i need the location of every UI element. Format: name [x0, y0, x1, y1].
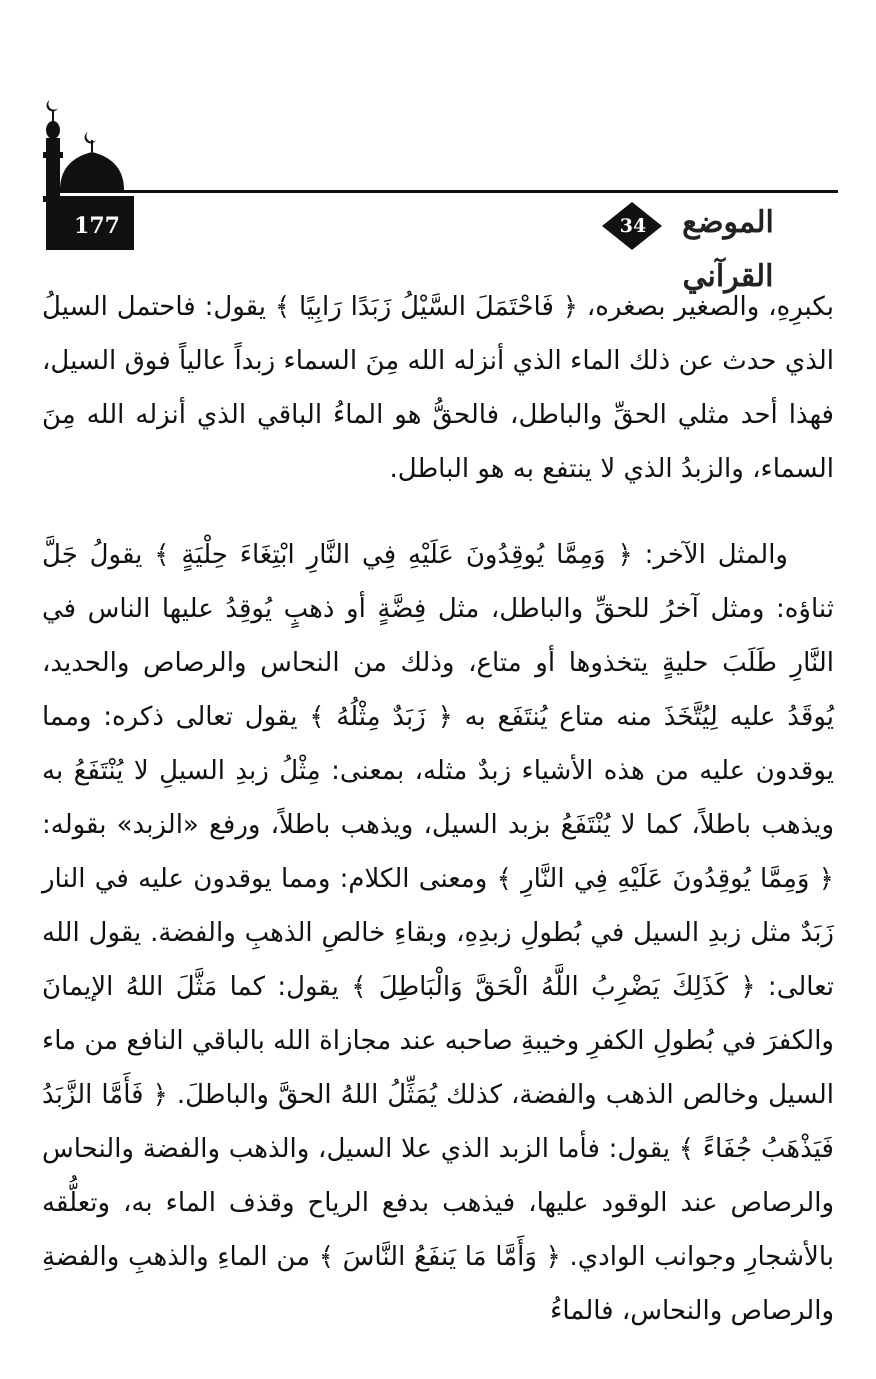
page-number: 177: [74, 213, 120, 239]
page-body: [42, 280, 834, 1338]
chapter-number: 34: [619, 215, 647, 237]
paragraph-1: بكبرِهِ، والصغير بصغره، ﴿ فَاحْتَمَلَ السَّيْلُ زَبَدًا رَابِيًا ﴾ يقول: فاحتمل السيلُ الذي حدث عن ذلك الماء الذي أنزله الله مِنَ السماء زبداً عالياً فوق السيل، فهذا أحد مثلي الحقِّ والباطل، فالحقُّ هو الماءُ الباقي الذي أنزله الله مِنَ السماء، والزبدُ الذي لا ينتفع به هو الباطل.: [42, 292, 834, 484]
page-header: [0, 0, 876, 294]
dome-icon: [60, 132, 124, 190]
book-title: الموضع القرآني: [682, 205, 774, 294]
paragraph-2: والمثل الآخر: ﴿ وَمِمَّا يُوقِدُونَ عَلَيْهِ فِي النَّارِ ابْتِغَاءَ حِلْيَةٍ ﴾ يقولُ جَلَّ ثناؤه: ومثل آخرُ للحقِّ والباطل، مثل فِضَّةٍ أو ذهبٍ يُوقِدُ عليها الناس في النَّارِ طَلَبَ حليةٍ يتخذوها أو متاع، وذلك من النحاس والرصاص والحديد، يُوقَدُ عليه لِيُتَّخَذَ منه متاع يُنتَفَع به ﴿ زَبَدٌ مِثْلُهُ ﴾ يقول تعالى ذكره: ومما يوقدون عليه من هذه الأشياء زبدٌ مثله، بمعنى: مِثْلُ زبدِ السيلِ لا يُنْتَفَعُ به ويذهب باطلاً، كما لا يُنْتَفَعُ بزبد السيل، ويذهب باطلاً، ورفع «الزبد» بقوله: ﴿ وَمِمَّا يُوقِدُونَ عَلَيْهِ فِي النَّارِ ﴾ ومعنى الكلام: ومما يوقدون عليه في النار زَبَدٌ مثل زبدِ السيل في بُطولِ زبدِهِ، وبقاءِ خالصِ الذهبِ والفضة. يقول الله تعالى: ﴿ كَذَلِكَ يَضْرِبُ اللَّهُ الْحَقَّ وَالْبَاطِلَ ﴾ يقول: كما مَثَّلَ اللهُ الإيمانَ والكفرَ في بُطولِ الكفرِ وخيبةِ صاحبه عند مجازاة الله بالباقي النافع من ماء السيل وخالص الذهب والفضة، كذلك يُمَثِّلُ اللهُ الحقَّ والباطلَ. ﴿ فَأَمَّا الزَّبَدُ فَيَذْهَبُ جُفَاءً ﴾ يقول: فأما الزبد الذي علا السيل، والذهب والفضة والنحاس والرصاص عند الوقود عليها، فيذهب بدفع الرياح وقذف الماء به، وتعلُّقه بالأشجارِ وجوانب الوادي. ﴿ وَأَمَّا مَا يَنفَعُ النَّاسَ ﴾ من الماءِ والذهبِ والفضةِ والرصاص والنحاس، فالماءُ: [42, 540, 834, 1326]
